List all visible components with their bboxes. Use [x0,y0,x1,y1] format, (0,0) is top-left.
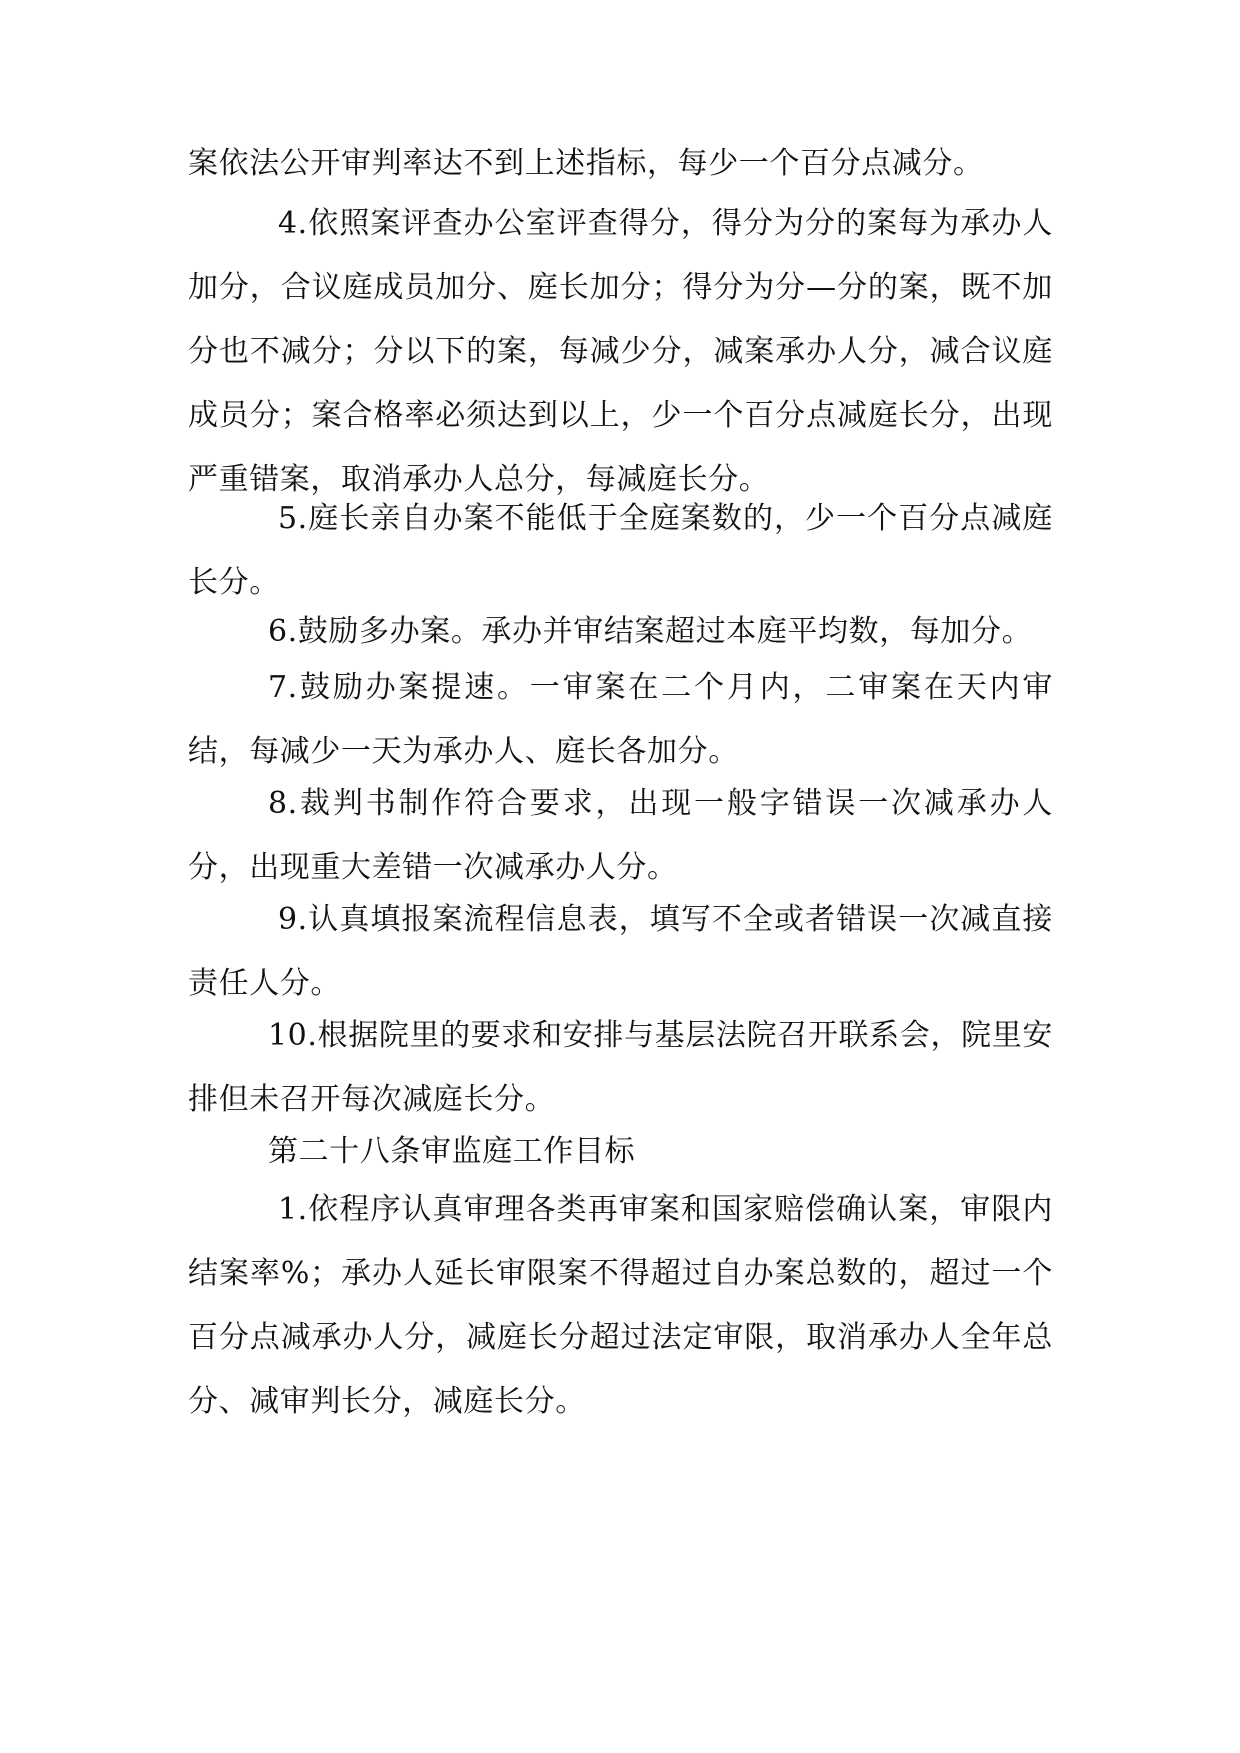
paragraph-item-9: 9.认真填报案流程信息表，填写不全或者错误一次减直接责任人分。 [188,902,1053,1001]
paragraph-continuation: 案依法公开审判率达不到上述指标，每少一个百分点减分。 [188,146,984,181]
paragraph-item-8: 8.裁判书制作符合要求，出现一般字错误一次减承办人分，出现重大差错一次减承办人分。 [188,786,1053,885]
paragraph-item-4: 4.依照案评查办公室评查得分，得分为分的案每为承办人加分，合议庭成员加分、庭长加分；得分为分—分的案，既不加分也不减分；分以下的案，每减少分，减案承办人分，减合议庭成员分；案合格率必须达到以上，少一个百分点减庭长分，出现严重错案，取消承办人总分，每减庭长分。 [188,206,1053,497]
paragraph-item-5: 5.庭长亲自办案不能低于全庭案数的，少一个百分点减庭长分。 [188,501,1053,600]
paragraph-item-1: 1.依程序认真审理各类再审案和国家赔偿确认案，审限内结案率%；承办人延长审限案不得超过自办案总数的，超过一个百分点减承办人分，减庭长分超过法定审限，取消承办人全年总分、减审判长分，减庭长分。 [188,1192,1053,1419]
paragraph-item-7: 7.鼓励办案提速。一审案在二个月内，二审案在天内审结，每减少一天为承办人、庭长各加分。 [188,670,1053,769]
paragraph-item-10: 10.根据院里的要求和安排与基层法院召开联系会，院里安排但未召开每次减庭长分。 [188,1018,1053,1117]
paragraph-item-6: 6.鼓励多办案。承办并审结案超过本庭平均数，每加分。 [268,614,1033,649]
section-heading-article-28: 第二十八条审监庭工作目标 [268,1134,636,1169]
